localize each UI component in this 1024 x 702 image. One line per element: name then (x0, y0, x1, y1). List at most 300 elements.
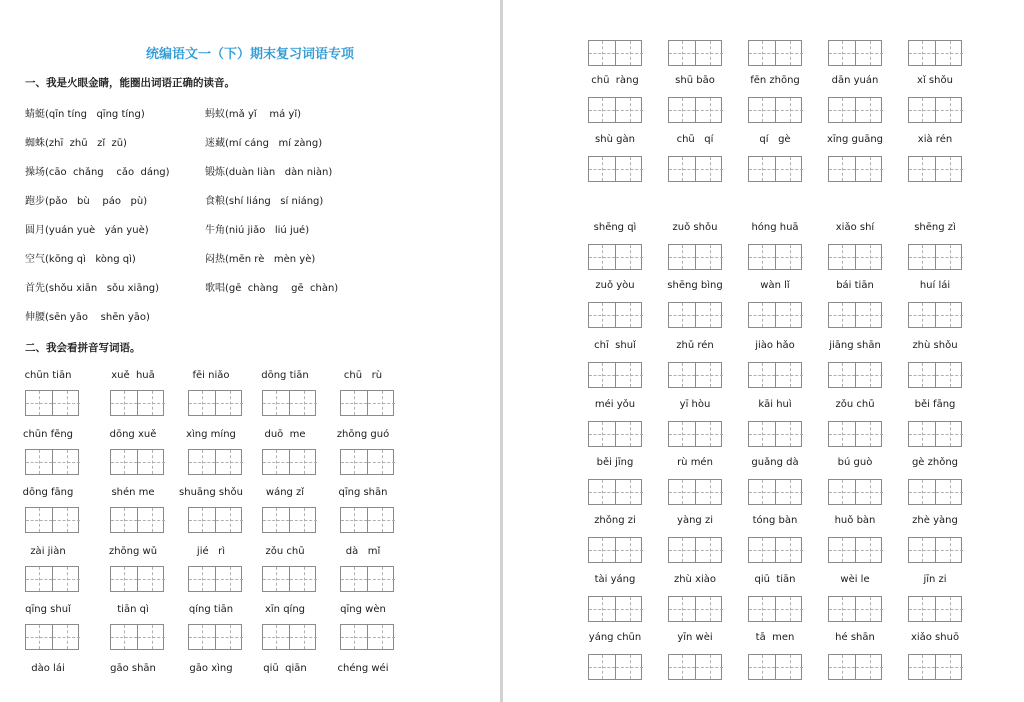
pinyin-writing-box[interactable] (908, 479, 962, 505)
char-cell (589, 480, 616, 504)
char-cell (616, 480, 643, 504)
pinyin-writing-box[interactable] (668, 654, 722, 680)
char-cell (589, 597, 616, 621)
char-cell (189, 450, 216, 474)
pinyin-label: zuǒ shǒu (672, 222, 718, 233)
char-cell (856, 655, 883, 679)
char-cell (589, 303, 616, 327)
pinyin-label: xǐ shǒu (917, 75, 953, 86)
char-cell (776, 41, 803, 65)
pinyin-writing-box[interactable] (110, 390, 164, 416)
pinyin-label: xīn qíng (264, 604, 306, 615)
pinyin-writing-box[interactable] (748, 479, 802, 505)
pinyin-writing-box[interactable] (908, 596, 962, 622)
char-cell (749, 422, 776, 446)
char-cell (341, 391, 368, 415)
pinyin-writing-box[interactable] (588, 40, 642, 66)
pinyin-label: jīn zi (923, 574, 947, 585)
char-cell (111, 508, 138, 532)
char-cell (909, 363, 936, 387)
pinyin-writing-box[interactable] (588, 537, 642, 563)
pinyin-label: tā men (755, 632, 795, 643)
char-cell (909, 597, 936, 621)
right-page (503, 0, 1024, 702)
char-cell (669, 98, 696, 122)
char-cell (589, 422, 616, 446)
pinyin-writing-box[interactable] (588, 654, 642, 680)
pinyin-writing-box[interactable] (262, 449, 316, 475)
char-cell (749, 157, 776, 181)
char-cell (138, 567, 165, 591)
reading-item: 圆月(yuán yuè yán yuè) (25, 225, 149, 236)
char-cell (829, 363, 856, 387)
pinyin-label: zài jiàn (30, 545, 66, 557)
char-cell (290, 508, 317, 532)
pinyin-writing-box[interactable] (668, 302, 722, 328)
char-cell (290, 391, 317, 415)
char-cell (368, 625, 395, 649)
char-cell (616, 422, 643, 446)
pinyin-writing-box[interactable] (340, 449, 394, 475)
pinyin-writing-box[interactable] (188, 449, 242, 475)
char-cell (53, 625, 80, 649)
pinyin-writing-box[interactable] (748, 537, 802, 563)
char-cell (829, 655, 856, 679)
pinyin-writing-box[interactable] (908, 97, 962, 123)
char-cell (589, 98, 616, 122)
pinyin-writing-box[interactable] (262, 566, 316, 592)
char-cell (696, 480, 723, 504)
pinyin-label: zhǒng zi (594, 515, 636, 526)
pinyin-label: zhǔ rén (676, 340, 714, 351)
char-cell (53, 391, 80, 415)
pinyin-writing-box[interactable] (828, 302, 882, 328)
reading-item: 蜘蛛(zhī zhū zǐ zū) (25, 138, 127, 149)
char-cell (696, 245, 723, 269)
char-cell (829, 98, 856, 122)
char-cell (829, 538, 856, 562)
char-cell (111, 450, 138, 474)
pinyin-label: yáng chūn (588, 632, 642, 643)
reading-item: 锻炼(duàn liàn dàn niàn) (205, 167, 333, 178)
char-cell (368, 567, 395, 591)
reading-item: 操场(cāo chǎng cǎo dáng) (25, 167, 170, 178)
char-cell (749, 480, 776, 504)
char-cell (341, 508, 368, 532)
char-cell (936, 98, 963, 122)
reading-item: 闷热(mēn rè mèn yè) (205, 254, 316, 265)
pinyin-label: shēng zì (914, 222, 956, 233)
pinyin-label: qīng wèn (340, 604, 386, 615)
char-cell (936, 41, 963, 65)
char-cell (138, 391, 165, 415)
char-cell (669, 655, 696, 679)
pinyin-label: běi jīng (596, 457, 634, 468)
pinyin-label: yàng zi (677, 515, 713, 526)
char-cell (616, 245, 643, 269)
pinyin-label: bái tiān (836, 280, 874, 291)
char-cell (53, 508, 80, 532)
char-cell (749, 41, 776, 65)
char-cell (776, 655, 803, 679)
pinyin-label: huǒ bàn (834, 515, 876, 526)
char-cell (263, 567, 290, 591)
pinyin-writing-box[interactable] (340, 566, 394, 592)
pinyin-label: xuě huā (111, 370, 155, 381)
char-cell (26, 391, 53, 415)
pinyin-label: gāo shān (110, 662, 156, 674)
char-cell (749, 538, 776, 562)
pinyin-writing-box[interactable] (828, 537, 882, 563)
pinyin-writing-box[interactable] (25, 624, 79, 650)
pinyin-writing-box[interactable] (588, 244, 642, 270)
char-cell (696, 655, 723, 679)
char-cell (936, 303, 963, 327)
pinyin-writing-box[interactable] (668, 244, 722, 270)
char-cell (909, 157, 936, 181)
reading-item: 伸腰(sēn yāo shēn yāo) (25, 312, 150, 323)
char-cell (829, 41, 856, 65)
char-cell (616, 538, 643, 562)
pinyin-label: chī shuǐ (594, 340, 636, 351)
pinyin-label: huí lái (919, 280, 951, 291)
char-cell (909, 480, 936, 504)
char-cell (776, 303, 803, 327)
pinyin-writing-box[interactable] (262, 624, 316, 650)
pinyin-writing-box[interactable] (748, 362, 802, 388)
char-cell (776, 98, 803, 122)
page-title: 统编语文一（下）期末复习词语专项 (145, 47, 354, 62)
char-cell (263, 508, 290, 532)
char-cell (368, 450, 395, 474)
pinyin-label: shuāng shǒu (179, 487, 243, 498)
char-cell (936, 157, 963, 181)
pinyin-label: chū ràng (591, 75, 639, 86)
char-cell (936, 655, 963, 679)
pinyin-writing-box[interactable] (828, 362, 882, 388)
pinyin-label: zhù xiào (673, 574, 717, 585)
pinyin-label: xiǎo shuō (910, 632, 960, 643)
pinyin-writing-box[interactable] (748, 244, 802, 270)
pinyin-writing-box[interactable] (668, 97, 722, 123)
pinyin-label: hé shān (835, 632, 875, 643)
pinyin-writing-box[interactable] (828, 97, 882, 123)
pinyin-writing-box[interactable] (262, 390, 316, 416)
pinyin-writing-box[interactable] (668, 421, 722, 447)
reading-item: 牛角(niú jiǎo liú jué) (205, 225, 310, 236)
char-cell (909, 303, 936, 327)
pinyin-writing-box[interactable] (828, 479, 882, 505)
pinyin-writing-box[interactable] (668, 537, 722, 563)
pinyin-writing-box[interactable] (588, 596, 642, 622)
reading-item: 空气(kōng qì kòng qì) (25, 254, 136, 265)
pinyin-writing-box[interactable] (188, 566, 242, 592)
pinyin-label: qīng shuǐ (25, 604, 71, 615)
char-cell (616, 363, 643, 387)
char-cell (216, 567, 243, 591)
pinyin-label: wáng zǐ (265, 487, 305, 498)
pinyin-label: xià rén (917, 134, 953, 145)
char-cell (696, 157, 723, 181)
char-cell (138, 450, 165, 474)
pinyin-writing-box[interactable] (188, 507, 242, 533)
pinyin-writing-box[interactable] (828, 421, 882, 447)
pinyin-writing-box[interactable] (748, 97, 802, 123)
char-cell (936, 538, 963, 562)
pinyin-writing-box[interactable] (828, 244, 882, 270)
char-cell (589, 538, 616, 562)
char-cell (341, 450, 368, 474)
pinyin-label: qíng tiān (188, 604, 234, 615)
char-cell (909, 538, 936, 562)
char-cell (368, 508, 395, 532)
char-cell (216, 625, 243, 649)
char-cell (669, 303, 696, 327)
char-cell (589, 41, 616, 65)
char-cell (189, 567, 216, 591)
char-cell (936, 480, 963, 504)
pinyin-label: dà mǐ (345, 545, 381, 557)
pinyin-writing-box[interactable] (340, 624, 394, 650)
char-cell (856, 98, 883, 122)
pinyin-label: tài yáng (594, 574, 636, 585)
pinyin-label: chū qí (676, 134, 714, 145)
char-cell (856, 597, 883, 621)
char-cell (936, 597, 963, 621)
char-cell (749, 303, 776, 327)
reading-item: 跑步(pǎo bù páo pù) (25, 196, 148, 207)
pinyin-writing-box[interactable] (748, 40, 802, 66)
char-cell (138, 508, 165, 532)
char-cell (909, 655, 936, 679)
pinyin-writing-box[interactable] (588, 479, 642, 505)
pinyin-label: zuǒ yòu (595, 280, 635, 291)
pinyin-label: zhōng guó (336, 428, 390, 440)
pinyin-writing-box[interactable] (828, 654, 882, 680)
pinyin-writing-box[interactable] (588, 97, 642, 123)
char-cell (909, 422, 936, 446)
char-cell (856, 363, 883, 387)
pinyin-label: fēi niǎo (192, 370, 230, 381)
char-cell (341, 567, 368, 591)
char-cell (696, 597, 723, 621)
char-cell (669, 538, 696, 562)
pinyin-label: zhù shǒu (912, 340, 958, 351)
char-cell (589, 655, 616, 679)
pinyin-label: xiǎo shí (835, 222, 875, 233)
reading-item: 歌唱(gē chàng gē chàn) (205, 283, 339, 294)
char-cell (856, 480, 883, 504)
pinyin-writing-box[interactable] (110, 566, 164, 592)
pinyin-writing-box[interactable] (748, 421, 802, 447)
pinyin-writing-box[interactable] (188, 390, 242, 416)
left-page (0, 0, 500, 702)
pinyin-writing-box[interactable] (668, 596, 722, 622)
pinyin-writing-box[interactable] (748, 654, 802, 680)
char-cell (909, 41, 936, 65)
char-cell (26, 508, 53, 532)
char-cell (216, 450, 243, 474)
pinyin-label: dān yuán (831, 75, 879, 86)
char-cell (669, 422, 696, 446)
pinyin-label: chūn fēng (22, 428, 74, 440)
char-cell (829, 245, 856, 269)
pinyin-writing-box[interactable] (748, 156, 802, 182)
pinyin-label: jiào hǎo (755, 340, 795, 351)
char-cell (776, 597, 803, 621)
pinyin-label: qiū tiān (754, 574, 796, 585)
pinyin-label: chéng wéi (337, 662, 389, 674)
pinyin-writing-box[interactable] (262, 507, 316, 533)
pinyin-writing-box[interactable] (340, 507, 394, 533)
char-cell (776, 245, 803, 269)
char-cell (749, 655, 776, 679)
char-cell (669, 157, 696, 181)
char-cell (263, 391, 290, 415)
pinyin-label: qīng shān (338, 487, 388, 498)
pinyin-label: chū rù (343, 370, 383, 381)
char-cell (26, 625, 53, 649)
char-cell (189, 625, 216, 649)
char-cell (669, 597, 696, 621)
pinyin-writing-box[interactable] (908, 302, 962, 328)
pinyin-writing-box[interactable] (188, 624, 242, 650)
pinyin-writing-box[interactable] (668, 40, 722, 66)
char-cell (189, 391, 216, 415)
char-cell (290, 450, 317, 474)
pinyin-writing-box[interactable] (25, 507, 79, 533)
pinyin-writing-box[interactable] (908, 421, 962, 447)
char-cell (216, 391, 243, 415)
pinyin-writing-box[interactable] (588, 421, 642, 447)
pinyin-writing-box[interactable] (668, 156, 722, 182)
char-cell (616, 157, 643, 181)
char-cell (263, 625, 290, 649)
reading-item: 食粮(shí liáng sí niáng) (205, 196, 324, 207)
pinyin-writing-box[interactable] (25, 566, 79, 592)
pinyin-label: dào lái (31, 662, 65, 674)
pinyin-writing-box[interactable] (908, 156, 962, 182)
pinyin-label: tiān qì (117, 604, 149, 615)
pinyin-label: méi yǒu (594, 399, 636, 410)
pinyin-writing-box[interactable] (908, 654, 962, 680)
pinyin-writing-box[interactable] (828, 40, 882, 66)
pinyin-label: yīn wèi (677, 632, 713, 643)
pinyin-label: duō me (264, 428, 306, 440)
char-cell (341, 625, 368, 649)
reading-item: 蚂蚁(mǎ yǐ má yǐ) (205, 109, 302, 120)
pinyin-label: shēng qì (593, 222, 637, 233)
char-cell (829, 303, 856, 327)
pinyin-label: jiāng shān (829, 340, 881, 351)
pinyin-writing-box[interactable] (340, 390, 394, 416)
pinyin-writing-box[interactable] (25, 449, 79, 475)
pinyin-writing-box[interactable] (588, 362, 642, 388)
pinyin-writing-box[interactable] (668, 362, 722, 388)
char-cell (669, 480, 696, 504)
char-cell (776, 157, 803, 181)
char-cell (829, 480, 856, 504)
pinyin-label: qiū qiān (263, 662, 307, 674)
char-cell (589, 157, 616, 181)
pinyin-label: fēn zhōng (750, 75, 800, 86)
pinyin-label: zhōng wǔ (108, 545, 158, 557)
pinyin-label: shū bāo (675, 75, 715, 86)
char-cell (189, 508, 216, 532)
pinyin-writing-box[interactable] (110, 507, 164, 533)
pinyin-writing-box[interactable] (110, 449, 164, 475)
char-cell (856, 157, 883, 181)
char-cell (53, 567, 80, 591)
char-cell (669, 363, 696, 387)
pinyin-label: wèi le (840, 574, 870, 585)
pinyin-writing-box[interactable] (110, 624, 164, 650)
char-cell (749, 98, 776, 122)
pinyin-label: dōng xuě (109, 428, 157, 440)
char-cell (616, 41, 643, 65)
char-cell (829, 597, 856, 621)
pinyin-writing-box[interactable] (588, 302, 642, 328)
pinyin-label: dōng tiān (261, 370, 309, 381)
pinyin-label: běi fāng (914, 399, 956, 410)
char-cell (616, 655, 643, 679)
reading-item: 蜻蜓(qīn tíng qīng tíng) (25, 109, 145, 120)
pinyin-writing-box[interactable] (908, 537, 962, 563)
reading-item: 迷藏(mí cáng mí zàng) (205, 138, 323, 149)
char-cell (111, 625, 138, 649)
char-cell (589, 245, 616, 269)
pinyin-label: shēng bìng (667, 280, 723, 291)
char-cell (696, 363, 723, 387)
pinyin-label: zhè yàng (912, 515, 958, 526)
pinyin-label: xīng guāng (826, 134, 884, 145)
section2-heading: 二、我会看拼音写词语。 (25, 342, 141, 354)
char-cell (26, 450, 53, 474)
char-cell (776, 480, 803, 504)
pinyin-writing-box[interactable] (748, 302, 802, 328)
pinyin-writing-box[interactable] (748, 596, 802, 622)
char-cell (909, 245, 936, 269)
pinyin-label: qí gè (759, 134, 791, 145)
char-cell (696, 422, 723, 446)
char-cell (616, 597, 643, 621)
pinyin-label: chūn tiān (24, 370, 72, 381)
pinyin-label: bú guò (837, 457, 873, 468)
pinyin-writing-box[interactable] (668, 479, 722, 505)
pinyin-label: gè zhǒng (911, 457, 959, 468)
pinyin-writing-box[interactable] (908, 244, 962, 270)
char-cell (936, 245, 963, 269)
pinyin-label: zǒu chū (835, 399, 875, 410)
char-cell (368, 391, 395, 415)
pinyin-writing-box[interactable] (25, 390, 79, 416)
pinyin-label: gāo xìng (189, 662, 233, 674)
pinyin-writing-box[interactable] (908, 362, 962, 388)
char-cell (936, 363, 963, 387)
pinyin-writing-box[interactable] (828, 596, 882, 622)
char-cell (856, 245, 883, 269)
pinyin-label: hóng huā (751, 222, 799, 233)
char-cell (616, 303, 643, 327)
pinyin-writing-box[interactable] (588, 156, 642, 182)
char-cell (829, 157, 856, 181)
char-cell (26, 567, 53, 591)
pinyin-writing-box[interactable] (828, 156, 882, 182)
pinyin-label: guǎng dà (751, 457, 799, 468)
char-cell (263, 450, 290, 474)
pinyin-writing-box[interactable] (908, 40, 962, 66)
char-cell (669, 245, 696, 269)
